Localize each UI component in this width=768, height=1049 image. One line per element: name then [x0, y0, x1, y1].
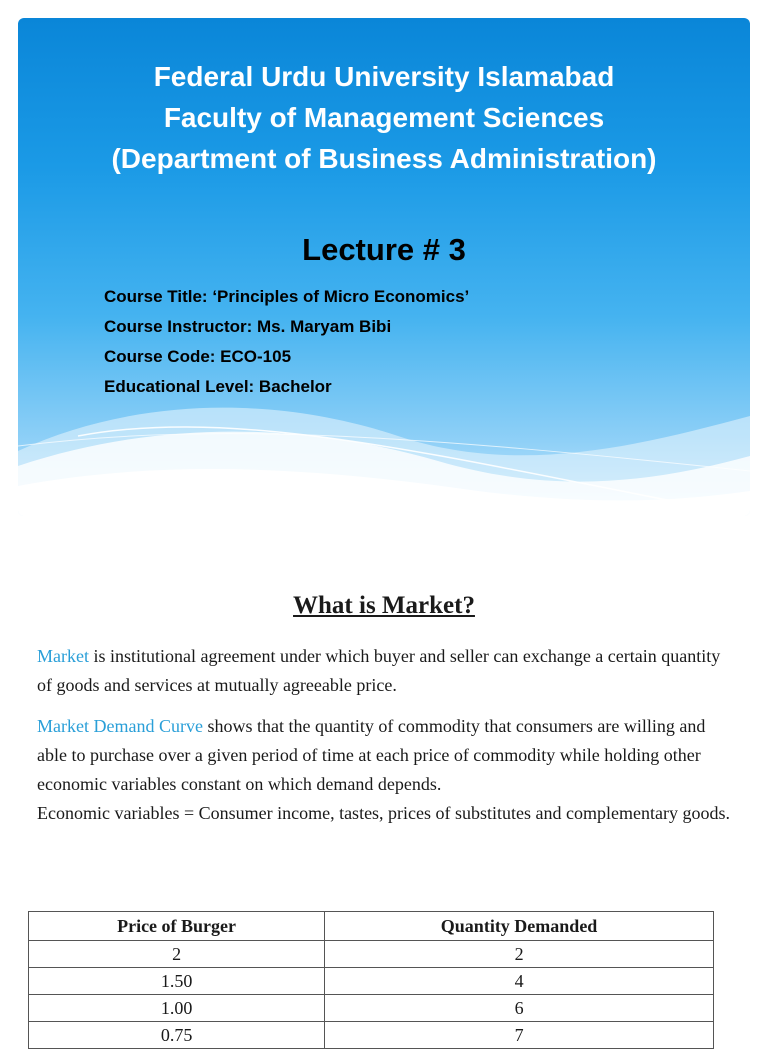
price-cell: 2	[29, 941, 325, 968]
variables-text: Economic variables = Consumer income, tastes, prices of substitutes and complementary goods.	[37, 803, 730, 823]
price-cell: 1.50	[29, 968, 325, 995]
table-row	[29, 968, 714, 995]
table-row	[29, 941, 714, 968]
lecture-number: Lecture # 3	[302, 232, 466, 267]
quantity-cell: 6	[325, 995, 714, 1022]
title-line-university: Federal Urdu University Islamabad	[153, 61, 615, 92]
course-instructor: Course Instructor: Ms. Maryam Bibi	[104, 317, 392, 336]
header-price: Price of Burger	[29, 912, 325, 941]
demand-definition	[37, 712, 730, 828]
title-line-department: (Department of Business Administration)	[111, 143, 657, 174]
table-row	[29, 1022, 714, 1049]
quantity-cell: 7	[325, 1022, 714, 1049]
demand-table	[28, 911, 714, 1049]
quantity-cell: 4	[325, 968, 714, 995]
market-text: is institutional agreement under which buyer and seller can exchange a certain quantity of goods and services at mutually agreeable price.	[37, 646, 721, 695]
title-line-faculty: Faculty of Management Sciences	[163, 102, 605, 133]
demand-text: shows that the quantity of commodity that consumers are willing and able to purchase over a given period of time at each price of commodity while holding other economic variables constant on which demand depends.	[37, 716, 706, 794]
document-page	[0, 540, 768, 1045]
quantity-cell: 2	[325, 941, 714, 968]
title-slide	[18, 18, 750, 516]
market-definition	[37, 642, 730, 700]
market-term: Market	[37, 646, 89, 666]
educational-level: Educational Level: Bachelor	[104, 377, 332, 396]
table-row	[29, 995, 714, 1022]
section-heading: What is Market?	[293, 592, 475, 619]
price-cell: 0.75	[29, 1022, 325, 1049]
table-header-row	[29, 912, 714, 941]
price-cell: 1.00	[29, 995, 325, 1022]
course-info	[104, 282, 469, 402]
header-quantity: Quantity Demanded	[325, 912, 714, 941]
demand-term: Market Demand Curve	[37, 716, 203, 736]
course-title: Course Title: ‘Principles of Micro Economics’	[104, 287, 470, 306]
university-title	[18, 56, 750, 179]
course-code: Course Code: ECO-105	[104, 347, 292, 366]
